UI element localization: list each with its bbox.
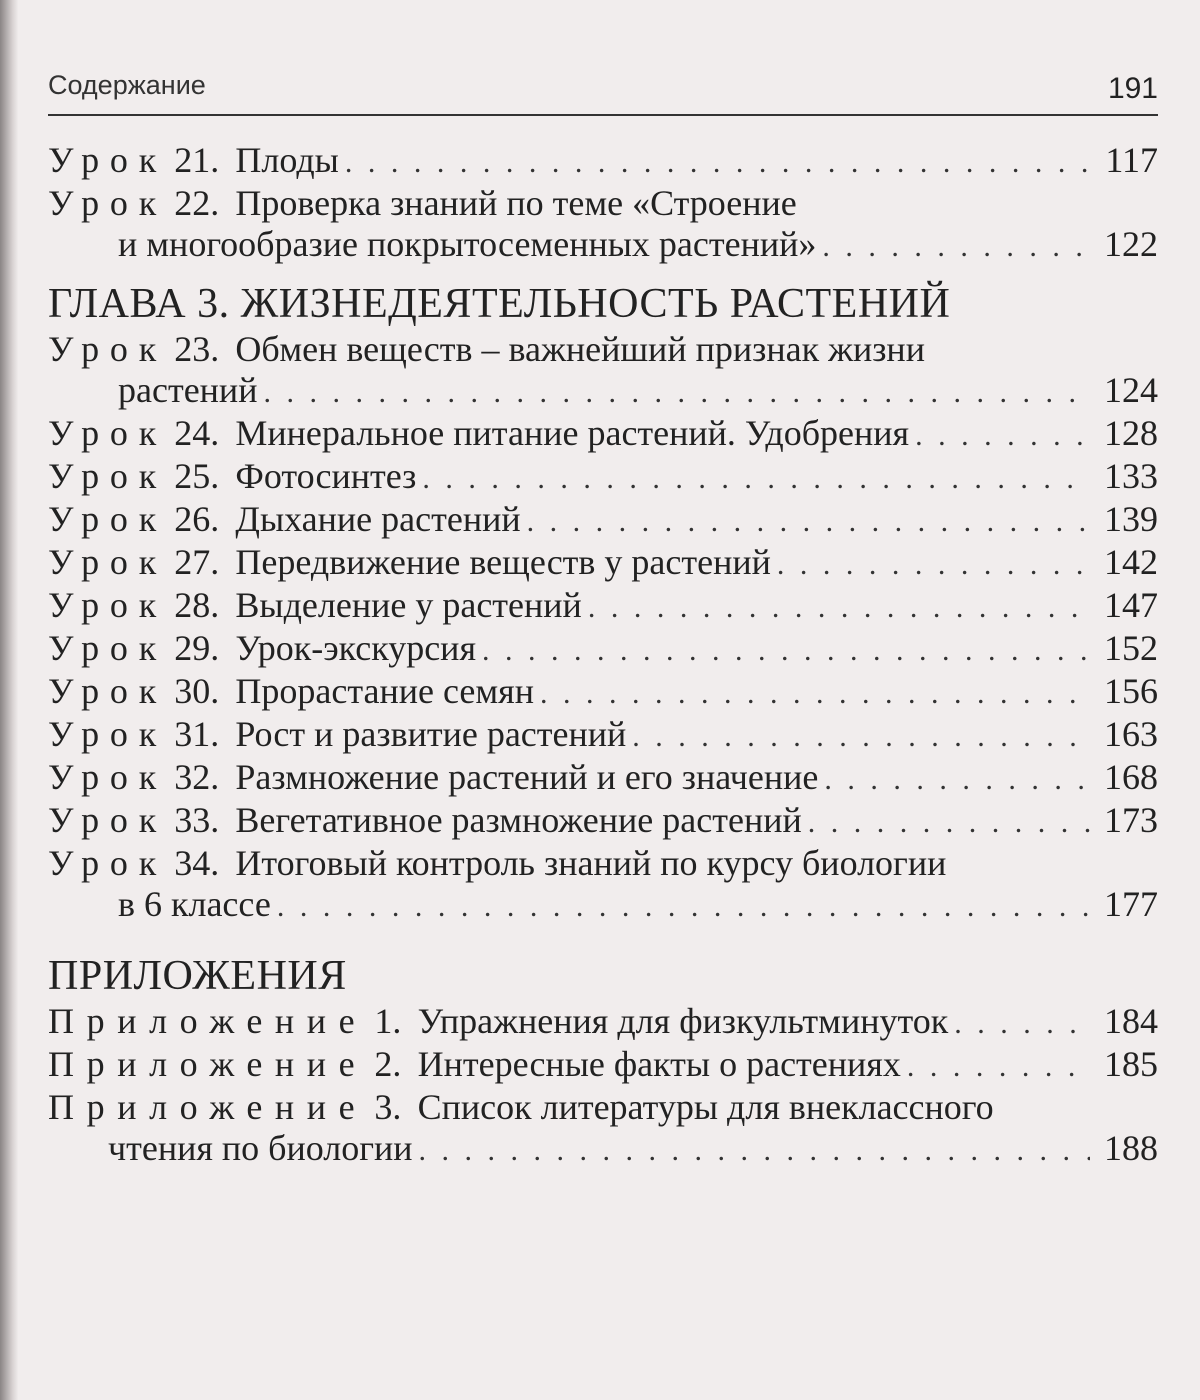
entry-title-text: чтения по биологии: [108, 1128, 413, 1168]
dot-leader: [345, 142, 1090, 183]
entry-number: 2.: [374, 1044, 402, 1084]
dot-leader: [527, 501, 1090, 542]
dot-leader: [632, 716, 1090, 757]
entry-title-text: Размножение растений и его значение: [235, 757, 819, 797]
toc-entry: [48, 757, 1158, 800]
entry-page-number: 117: [1105, 140, 1158, 180]
dot-leader: [915, 415, 1090, 456]
toc-entry-line: [48, 499, 1158, 542]
book-spine-shadow: [0, 0, 18, 1400]
entry-number: 3.: [374, 1087, 402, 1127]
toc-entry: [48, 1087, 1158, 1171]
entry-title-text: Урок-экскурсия: [235, 628, 476, 668]
entry-kind-label: Урок: [48, 585, 168, 625]
toc-entry-line: [48, 413, 1158, 456]
entry-number: 23.: [174, 329, 220, 369]
entry-title-text: Выделение у растений: [235, 585, 582, 625]
entry-number: 27.: [174, 542, 220, 582]
entry-number: 22.: [174, 183, 220, 223]
entry-page-number: 163: [1104, 714, 1158, 754]
entry-kind-label: Урок: [48, 140, 168, 180]
dot-leader: [277, 886, 1090, 927]
entry-number: 34.: [174, 843, 220, 883]
entry-number: 28.: [174, 585, 220, 625]
toc-list-top: [48, 140, 1158, 267]
entry-title-text: Итоговый контроль знаний по курсу биологии: [235, 843, 947, 883]
entry-title-text: и многообразие покрытосеменных растений»: [118, 224, 817, 264]
toc-entry-line: [48, 585, 1158, 628]
entry-kind-label: Урок: [48, 671, 168, 711]
toc-entry-line: [48, 714, 1158, 757]
entry-kind-label: Приложение: [48, 1001, 368, 1041]
entry-page-number: 128: [1104, 413, 1158, 453]
entry-number: 32.: [174, 757, 220, 797]
entry-page-number: 185: [1104, 1044, 1158, 1084]
dot-leader: [540, 673, 1090, 714]
appendices-title: ПРИЛОЖЕНИЯ: [48, 953, 347, 999]
toc-entry: [48, 585, 1158, 628]
entry-title-text: Список литературы для внеклассного: [417, 1087, 994, 1127]
entry-page-number: 152: [1104, 628, 1158, 668]
entry-title-text: Упражнения для физкультминуток: [417, 1001, 949, 1041]
toc-entry-line: [48, 183, 1158, 224]
toc-list-chapter-3: [48, 329, 1158, 927]
toc-entry: [48, 542, 1158, 585]
dot-leader: [808, 802, 1090, 843]
entry-title-text: Обмен веществ – важнейший признак жизни: [235, 329, 925, 369]
toc-entry: [48, 800, 1158, 843]
toc-entry-line: [48, 456, 1158, 499]
entry-page-number: 168: [1104, 757, 1158, 797]
toc-entry-line: [48, 1044, 1158, 1087]
running-header: [48, 64, 1158, 116]
toc-entry-line: [48, 1087, 1158, 1128]
entry-kind-label: Урок: [48, 542, 168, 582]
entry-number: 26.: [174, 499, 220, 539]
toc-entry-continuation: [48, 1128, 1158, 1171]
entry-page-number: 139: [1104, 499, 1158, 539]
header-title: Содержание: [48, 70, 206, 100]
toc-entry: [48, 1001, 1158, 1044]
entry-number: 21.: [174, 140, 220, 180]
entry-title-text: Фотосинтез: [235, 456, 417, 496]
entry-number: 25.: [174, 456, 220, 496]
entry-title-text: Плоды: [235, 140, 339, 180]
toc-entry: [48, 140, 1158, 183]
entry-page-number: 124: [1104, 370, 1158, 410]
toc-entry-line: [48, 628, 1158, 671]
entry-kind-label: Урок: [48, 628, 168, 668]
table-of-contents: [48, 140, 1158, 1171]
toc-entry-continuation: [48, 224, 1158, 267]
toc-entry: [48, 329, 1158, 413]
entry-page-number: 156: [1104, 671, 1158, 711]
entry-kind-label: Урок: [48, 329, 168, 369]
toc-entry-line: [48, 329, 1158, 370]
dot-leader: [482, 630, 1090, 671]
toc-entry-line: [48, 800, 1158, 843]
dot-leader: [954, 1003, 1090, 1044]
entry-page-number: 142: [1104, 542, 1158, 582]
header-page-number: 191: [1107, 72, 1158, 105]
entry-page-number: 133: [1104, 456, 1158, 496]
toc-entry-line: [48, 542, 1158, 585]
entry-page-number: 177: [1104, 884, 1158, 924]
dot-leader: [822, 226, 1090, 267]
toc-entry: [48, 456, 1158, 499]
chapter-3-title: ГЛАВА 3. ЖИЗНЕДЕЯТЕЛЬНОСТЬ РАСТЕНИЙ: [48, 281, 951, 327]
toc-entry: [48, 499, 1158, 542]
entry-kind-label: Урок: [48, 499, 168, 539]
entry-kind-label: Урок: [48, 843, 168, 883]
entry-page-number: 147: [1104, 585, 1158, 625]
entry-title-text: Передвижение веществ у растений: [235, 542, 771, 582]
toc-entry-continuation: [48, 370, 1158, 413]
toc-list-appendices: [48, 1001, 1158, 1171]
entry-title-text: Минеральное питание растений. Удобрения: [235, 413, 910, 453]
entry-number: 1.: [374, 1001, 402, 1041]
dot-leader: [422, 458, 1090, 499]
dot-leader: [824, 759, 1090, 800]
entry-kind-label: Урок: [48, 714, 168, 754]
toc-entry: [48, 714, 1158, 757]
entry-number: 33.: [174, 800, 220, 840]
entry-number: 30.: [174, 671, 220, 711]
entry-title-text: Рост и развитие растений: [235, 714, 627, 754]
entry-page-number: 184: [1104, 1001, 1158, 1041]
toc-entry-line: [48, 757, 1158, 800]
toc-entry: [48, 843, 1158, 927]
entry-title-text: Вегетативное размножение растений: [235, 800, 802, 840]
entry-title-text: Интересные факты о растениях: [417, 1044, 901, 1084]
toc-entry-line: [48, 671, 1158, 714]
entry-kind-label: Урок: [48, 413, 168, 453]
entry-kind-label: Приложение: [48, 1087, 368, 1127]
entry-title-text: растений: [118, 370, 258, 410]
entry-number: 24.: [174, 413, 220, 453]
entry-page-number: 122: [1104, 224, 1158, 264]
entry-kind-label: Урок: [48, 800, 168, 840]
toc-entry: [48, 628, 1158, 671]
toc-entry: [48, 1044, 1158, 1087]
entry-page-number: 188: [1104, 1128, 1158, 1168]
dot-leader: [419, 1130, 1090, 1171]
dot-leader: [588, 587, 1090, 628]
toc-entry: [48, 671, 1158, 714]
dot-leader: [777, 544, 1090, 585]
toc-entry: [48, 413, 1158, 456]
dot-leader: [907, 1046, 1090, 1087]
entry-kind-label: Приложение: [48, 1044, 368, 1084]
entry-kind-label: Урок: [48, 757, 168, 797]
toc-entry-line: [48, 1001, 1158, 1044]
entry-title-text: Проверка знаний по теме «Строение: [235, 183, 797, 223]
entry-kind-label: Урок: [48, 456, 168, 496]
entry-title-text: Прорастание семян: [235, 671, 535, 711]
entry-number: 29.: [174, 628, 220, 668]
toc-entry: [48, 183, 1158, 267]
entry-page-number: 173: [1104, 800, 1158, 840]
toc-entry-line: [48, 140, 1158, 183]
entry-title-text: в 6 классе: [118, 884, 271, 924]
toc-entry-continuation: [48, 884, 1158, 927]
entry-number: 31.: [174, 714, 220, 754]
toc-entry-line: [48, 843, 1158, 884]
entry-kind-label: Урок: [48, 183, 168, 223]
entry-title-text: Дыхание растений: [235, 499, 521, 539]
dot-leader: [263, 372, 1090, 413]
